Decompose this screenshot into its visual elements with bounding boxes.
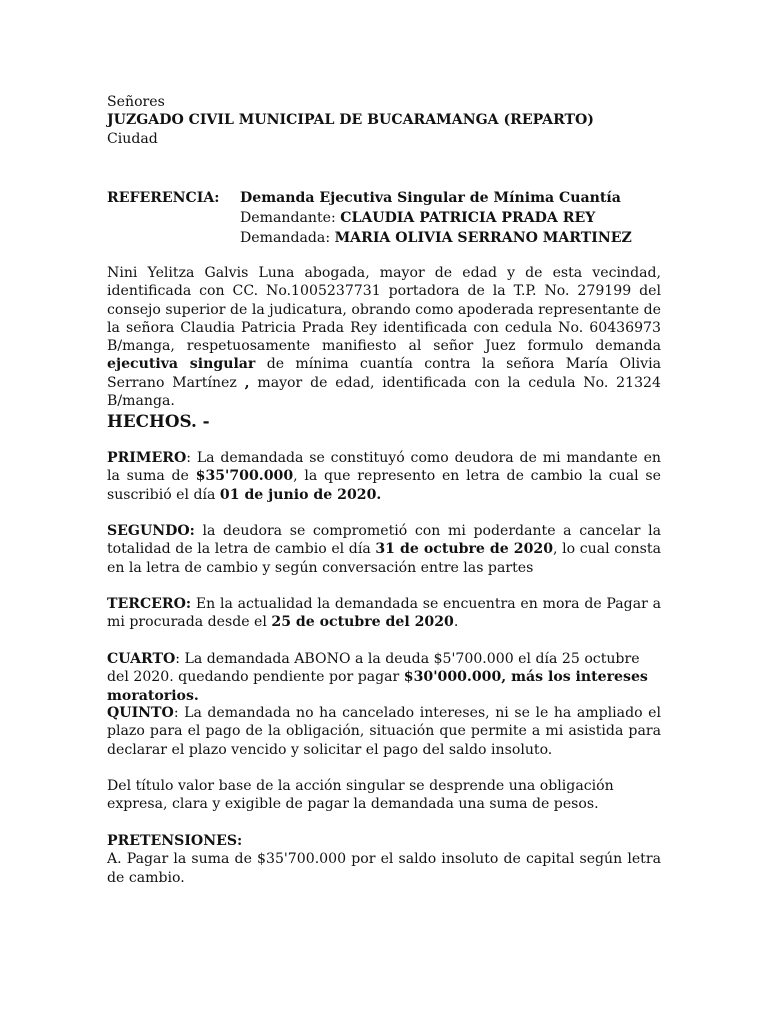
plaintiff-name: CLAUDIA PATRICIA PRADA REY	[340, 210, 596, 226]
pretensiones-heading: PRETENSIONES:	[107, 833, 243, 849]
defendant-line: Demandada: MARIA OLIVIA SERRANO MARTINEZ	[240, 230, 632, 246]
pretensiones-block	[107, 832, 661, 887]
hechos-heading: HECHOS. -	[107, 411, 210, 431]
plaintiff-line: Demandante: CLAUDIA PATRICIA PRADA REY	[240, 210, 596, 226]
reference-block	[107, 188, 661, 248]
fact-cuarto: CUARTO: La demandada ABONO a la deuda $5'700.000 el día 25 octubre del 2020. quedando pendiente por pagar $30'000.000, más los intereses moratorios.	[107, 651, 648, 704]
reference-label: REFERENCIA:	[107, 190, 220, 206]
court-name: JUZGADO CIVIL MUNICIPAL DE BUCARAMANGA (REPARTO)	[107, 112, 594, 129]
fact-quinto: QUINTO: La demandada no ha cancelado intereses, ni se le ha ampliado el plazo para el pago de la obligación, situación que permite a mi asistida para declarar el plazo vencido y solicitar el pago del saldo insoluto.	[107, 705, 661, 758]
defendant-name: MARIA OLIVIA SERRANO MARTINEZ	[334, 230, 632, 246]
fact-tercero: TERCERO: En la actualidad la demandada se encuentra en mora de Pagar a mi procurada desde el 25 de octubre del 2020.	[107, 596, 661, 631]
addressee-block	[107, 93, 661, 148]
intro-paragraph: Nini Yelitza Galvis Luna abogada, mayor de edad y de esta vecindad, identificada con CC. No.1005237731 portadora de la T.P. No. 279199 del consejo superior de la judicatura, obrando como apoderada representante de la señora Claudia Patricia Prada Rey identificada con cedula No. 60436973 B/manga, respetuosamente manifiesto al señor Juez formulo demanda ejecutiva singular de mínima cuantía contra la señora María Olivia Serrano Martínez , mayor de edad, identificada con la cedula No. 21324 B/manga.	[107, 265, 661, 410]
pretension-a: A. Pagar la suma de $35'700.000 por el saldo insoluto de capital según letra de cambio.	[107, 851, 661, 886]
reference-subject: Demanda Ejecutiva Singular de Mínima Cuantía	[240, 190, 621, 206]
city: Ciudad	[107, 130, 158, 147]
salutation: Señores	[107, 94, 165, 110]
fact-segundo: SEGUNDO: la deudora se comprometió con mi poderdante a cancelar la totalidad de la letra de cambio el día 31 de octubre de 2020, lo cual consta en la letra de cambio y según conversación entre las partes	[107, 523, 661, 576]
fact-primero: PRIMERO: La demandada se constituyó como deudora de mi mandante en la suma de $35'700.000, la que represento en letra de cambio la cual se suscribió el día 01 de junio de 2020.	[107, 450, 662, 503]
conclusion-paragraph: Del título valor base de la acción singular se desprende una obligación expresa, clara y exigible de pagar la demandada una suma de pesos.	[107, 778, 614, 813]
